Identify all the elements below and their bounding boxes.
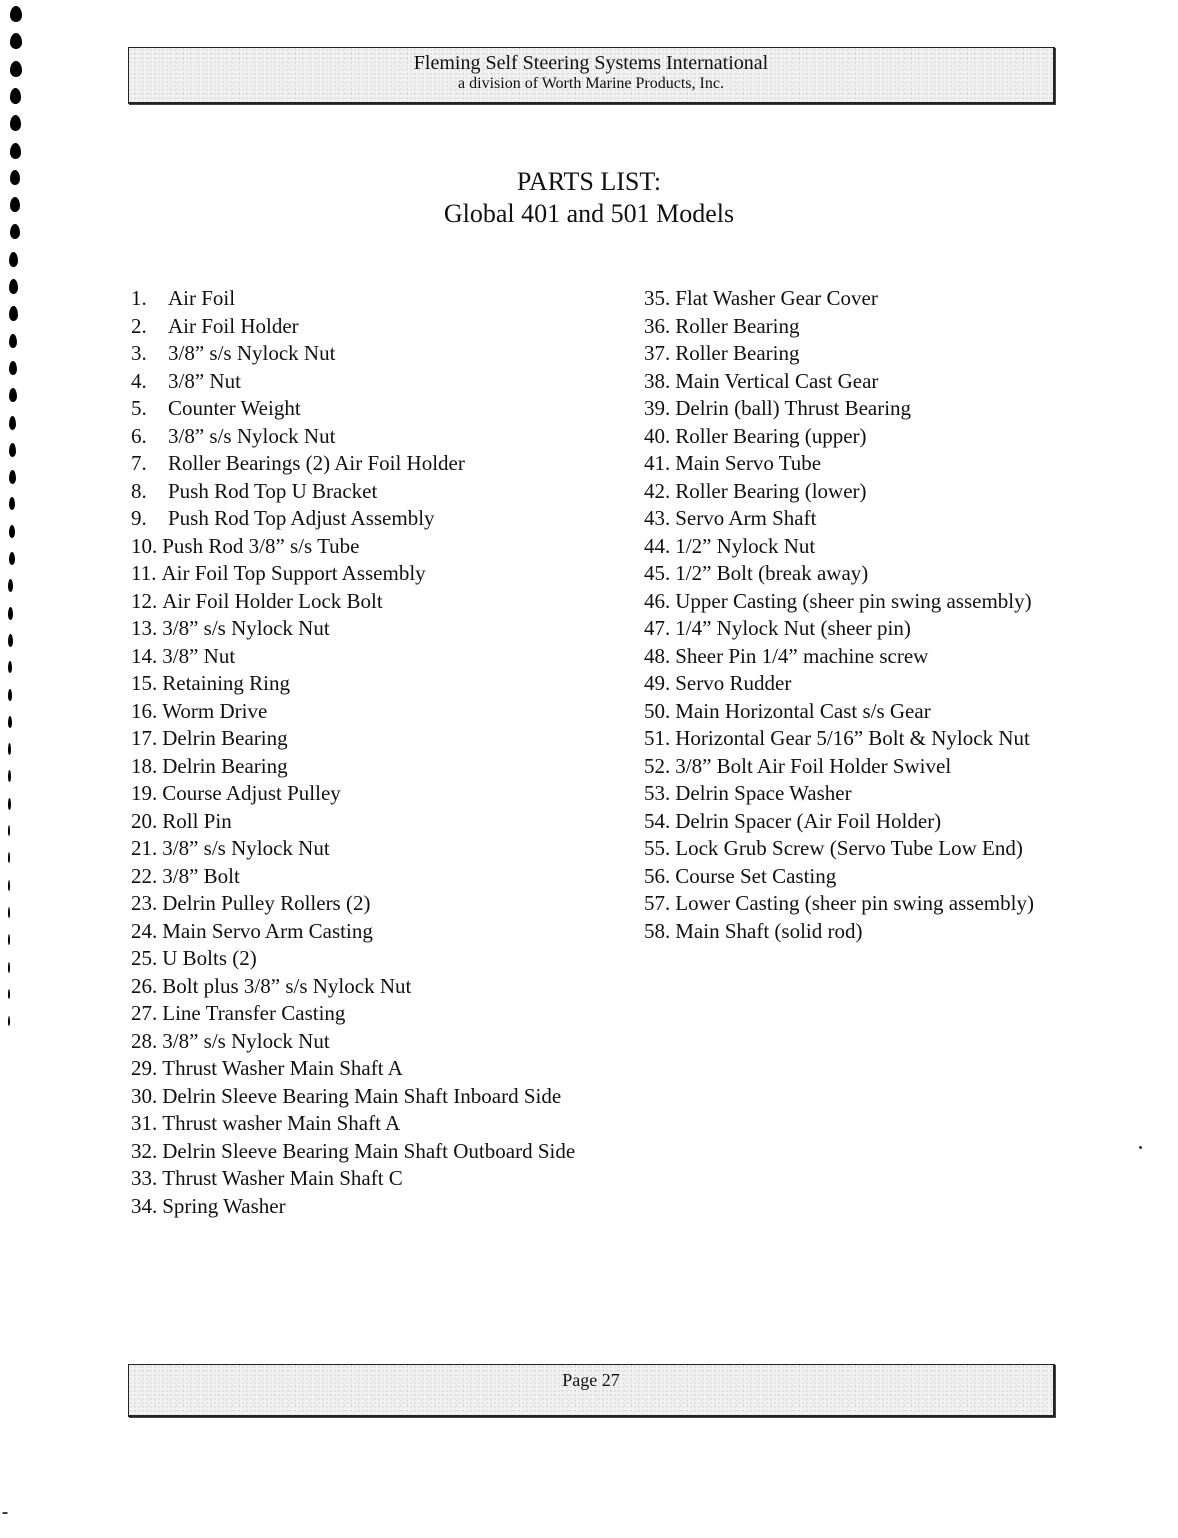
binding-hole-mark bbox=[8, 661, 12, 673]
part-name: 3/8” s/s Nylock Nut bbox=[162, 836, 330, 860]
part-name: Course Adjust Pulley bbox=[162, 781, 341, 805]
parts-list-item bbox=[131, 835, 575, 863]
binding-hole-mark bbox=[8, 852, 10, 863]
part-name: 3/8” s/s Nylock Nut bbox=[162, 616, 330, 640]
part-number: 53. bbox=[644, 781, 671, 805]
parts-list-item bbox=[131, 478, 575, 506]
part-number: 42. bbox=[644, 478, 671, 503]
part-number: 22. bbox=[131, 863, 158, 888]
part-number: 28. bbox=[131, 1028, 158, 1053]
parts-list-item bbox=[131, 1138, 575, 1166]
part-name: Air Foil bbox=[168, 286, 236, 310]
parts-list-item bbox=[131, 588, 575, 616]
part-number: 49. bbox=[644, 671, 671, 695]
part-name: Bolt plus 3/8” s/s Nylock Nut bbox=[162, 973, 412, 998]
part-name: Thrust Washer Main Shaft A bbox=[162, 1056, 403, 1080]
binding-hole-mark bbox=[9, 361, 17, 375]
parts-list-item bbox=[131, 863, 575, 891]
parts-list-item bbox=[131, 1083, 575, 1111]
scan-speck bbox=[2, 1512, 8, 1514]
parts-list-item bbox=[131, 285, 575, 313]
binding-hole-mark bbox=[9, 388, 17, 402]
part-name: Roller Bearing (upper) bbox=[675, 423, 867, 448]
part-number: 11. bbox=[131, 561, 157, 585]
parts-list-item bbox=[131, 423, 575, 451]
part-number: 51. bbox=[644, 726, 671, 750]
parts-list-item bbox=[131, 725, 575, 753]
parts-list-item bbox=[131, 615, 575, 643]
part-number: 36. bbox=[644, 313, 671, 338]
part-number: 20. bbox=[131, 808, 158, 833]
part-number: 18. bbox=[131, 753, 158, 778]
parts-list-item bbox=[131, 670, 575, 698]
part-name: Delrin Pulley Rollers (2) bbox=[162, 891, 371, 915]
parts-list-item bbox=[644, 918, 1034, 946]
part-number: 23. bbox=[131, 891, 158, 915]
part-number: 43. bbox=[644, 506, 671, 530]
part-number: 48. bbox=[644, 643, 671, 668]
parts-list-item bbox=[644, 643, 1034, 671]
page-number: Page 27 bbox=[562, 1370, 620, 1390]
part-name: 3/8” Nut bbox=[168, 368, 241, 393]
binding-hole-mark bbox=[8, 907, 10, 918]
binding-hole-mark bbox=[10, 33, 22, 49]
part-number: 45. bbox=[644, 561, 671, 585]
part-name: Delrin Bearing bbox=[162, 753, 288, 778]
part-number: 35. bbox=[644, 286, 671, 310]
part-number: 6. bbox=[131, 423, 147, 448]
parts-list-item bbox=[644, 560, 1034, 588]
part-name: Push Rod Top Adjust Assembly bbox=[168, 506, 435, 530]
part-number: 37. bbox=[644, 341, 671, 365]
part-number: 1. bbox=[131, 286, 147, 310]
parts-list-item bbox=[131, 1028, 575, 1056]
part-name: Roller Bearing bbox=[675, 313, 800, 338]
parts-list-item bbox=[644, 285, 1034, 313]
binding-hole-mark bbox=[8, 825, 10, 836]
part-name: Roller Bearing (lower) bbox=[675, 478, 867, 503]
part-number: 39. bbox=[644, 396, 671, 420]
binding-hole-mark bbox=[9, 552, 15, 565]
binding-hole-mark bbox=[9, 334, 17, 348]
part-name: Delrin Sleeve Bearing Main Shaft Inboard Side bbox=[162, 1083, 562, 1108]
binding-hole-mark bbox=[8, 989, 10, 999]
part-name: Delrin Sleeve Bearing Main Shaft Outboard Side bbox=[162, 1138, 576, 1163]
parts-list-item bbox=[644, 395, 1034, 423]
binding-hole-mark bbox=[8, 798, 11, 810]
part-number: 19. bbox=[131, 781, 158, 805]
part-number: 8. bbox=[131, 478, 147, 503]
parts-list-item bbox=[131, 395, 575, 423]
part-name: Flat Washer Gear Cover bbox=[675, 286, 878, 310]
parts-list-item bbox=[644, 533, 1034, 561]
part-name: Sheer Pin 1/4” machine screw bbox=[675, 643, 929, 668]
part-number: 52. bbox=[644, 753, 671, 778]
parts-list-right-column bbox=[644, 285, 1034, 945]
parts-list-item bbox=[644, 863, 1034, 891]
scan-speck bbox=[1139, 1146, 1142, 1149]
binding-hole-mark bbox=[8, 634, 13, 647]
part-number: 17. bbox=[131, 726, 158, 750]
part-name: 3/8” Bolt bbox=[162, 863, 240, 888]
parts-list-item bbox=[131, 780, 575, 808]
part-name: Line Transfer Casting bbox=[162, 1001, 346, 1025]
binding-hole-marks bbox=[4, 0, 24, 1538]
binding-hole-mark bbox=[9, 443, 16, 457]
part-number: 44. bbox=[644, 533, 671, 558]
part-name: Worm Drive bbox=[162, 698, 268, 723]
part-name: Course Set Casting bbox=[675, 863, 837, 888]
part-number: 2. bbox=[131, 313, 147, 338]
parts-list-item bbox=[644, 368, 1034, 396]
parts-list-item bbox=[131, 1055, 575, 1083]
part-number: 10. bbox=[131, 533, 158, 558]
header-banner bbox=[128, 47, 1055, 104]
part-name: Roll Pin bbox=[162, 808, 232, 833]
part-number: 5. bbox=[131, 396, 147, 420]
parts-list-item bbox=[131, 643, 575, 671]
part-number: 58. bbox=[644, 918, 671, 943]
part-name: 3/8” Nut bbox=[162, 643, 236, 668]
parts-list-item bbox=[131, 560, 575, 588]
binding-hole-mark bbox=[8, 934, 10, 945]
part-number: 50. bbox=[644, 698, 671, 723]
binding-hole-mark bbox=[8, 716, 12, 728]
part-number: 27. bbox=[131, 1001, 158, 1025]
part-name: Main Servo Tube bbox=[675, 451, 822, 475]
binding-hole-mark bbox=[8, 607, 13, 620]
binding-hole-mark bbox=[9, 279, 18, 294]
parts-list-item bbox=[131, 313, 575, 341]
parts-list-item bbox=[131, 1000, 575, 1028]
part-name: Push Rod 3/8” s/s Tube bbox=[162, 533, 360, 558]
parts-list-item bbox=[644, 698, 1034, 726]
part-name: Delrin (ball) Thrust Bearing bbox=[675, 396, 912, 420]
part-name: Upper Casting (sheer pin swing assembly) bbox=[675, 588, 1032, 613]
part-number: 32. bbox=[131, 1138, 158, 1163]
parts-list-item bbox=[131, 890, 575, 918]
part-number: 14. bbox=[131, 643, 158, 668]
binding-hole-mark bbox=[10, 88, 21, 104]
part-name: Lock Grub Screw (Servo Tube Low End) bbox=[675, 836, 1023, 860]
part-name: Delrin Spacer (Air Foil Holder) bbox=[675, 808, 942, 833]
parts-list-item bbox=[644, 478, 1034, 506]
parts-list-item bbox=[644, 313, 1034, 341]
part-number: 24. bbox=[131, 918, 158, 943]
binding-hole-mark bbox=[8, 1016, 10, 1026]
part-number: 26. bbox=[131, 973, 158, 998]
binding-hole-mark bbox=[9, 416, 16, 430]
part-name: 3/8” s/s Nylock Nut bbox=[168, 423, 336, 448]
part-number: 9. bbox=[131, 506, 147, 530]
part-name: 3/8” Bolt Air Foil Holder Swivel bbox=[675, 753, 952, 778]
part-number: 25. bbox=[131, 946, 158, 970]
part-name: Thrust Washer Main Shaft C bbox=[162, 1166, 403, 1190]
page-title bbox=[0, 166, 1178, 230]
part-number: 41. bbox=[644, 451, 671, 475]
parts-list-item bbox=[644, 588, 1034, 616]
page-title-line-1: PARTS LIST: bbox=[516, 167, 662, 196]
parts-list-item bbox=[644, 340, 1034, 368]
part-number: 56. bbox=[644, 863, 671, 888]
part-name: Main Horizontal Cast s/s Gear bbox=[675, 698, 931, 723]
binding-hole-mark bbox=[8, 743, 11, 755]
part-name: Main Shaft (solid rod) bbox=[675, 918, 863, 943]
parts-list-item bbox=[131, 450, 575, 478]
binding-hole-mark bbox=[10, 6, 22, 22]
parts-list-item bbox=[131, 945, 575, 973]
parts-list-item bbox=[131, 698, 575, 726]
binding-hole-mark bbox=[8, 689, 12, 701]
binding-hole-mark bbox=[9, 306, 18, 321]
part-name: Air Foil Top Support Assembly bbox=[161, 561, 426, 585]
parts-list-item bbox=[131, 918, 575, 946]
part-number: 16. bbox=[131, 698, 158, 723]
binding-hole-mark bbox=[9, 252, 18, 267]
part-name: Thrust washer Main Shaft A bbox=[162, 1111, 401, 1135]
parts-list-item bbox=[644, 725, 1034, 753]
binding-hole-mark bbox=[9, 470, 16, 484]
part-name: Main Vertical Cast Gear bbox=[675, 368, 879, 393]
parts-list-item bbox=[644, 505, 1034, 533]
part-name: Main Servo Arm Casting bbox=[162, 918, 373, 943]
part-number: 30. bbox=[131, 1083, 158, 1108]
part-number: 4. bbox=[131, 368, 147, 393]
part-name: Counter Weight bbox=[168, 396, 301, 420]
parts-list-item bbox=[131, 1110, 575, 1138]
part-name: U Bolts (2) bbox=[162, 946, 257, 970]
parts-list-item bbox=[644, 780, 1034, 808]
part-name: Spring Washer bbox=[162, 1193, 286, 1218]
part-number: 21. bbox=[131, 836, 158, 860]
parts-list-item bbox=[644, 835, 1034, 863]
part-name: Delrin Space Washer bbox=[675, 781, 852, 805]
footer-banner bbox=[128, 1364, 1055, 1417]
part-name: Roller Bearings (2) Air Foil Holder bbox=[168, 451, 465, 475]
parts-list-left-column bbox=[131, 285, 575, 1220]
parts-list-item bbox=[131, 368, 575, 396]
parts-list-item bbox=[644, 890, 1034, 918]
binding-hole-mark bbox=[10, 115, 21, 131]
parts-list-item bbox=[131, 808, 575, 836]
part-name: Air Foil Holder bbox=[168, 313, 299, 338]
part-number: 31. bbox=[131, 1111, 158, 1135]
part-name: Roller Bearing bbox=[675, 341, 800, 365]
part-number: 57. bbox=[644, 891, 671, 915]
part-name: 1/2” Nylock Nut bbox=[675, 533, 816, 558]
part-name: 1/4” Nylock Nut (sheer pin) bbox=[675, 616, 911, 640]
part-number: 55. bbox=[644, 836, 671, 860]
binding-hole-mark bbox=[10, 143, 21, 159]
binding-hole-mark bbox=[10, 61, 22, 77]
part-number: 13. bbox=[131, 616, 158, 640]
parts-list-item bbox=[131, 533, 575, 561]
part-name: Servo Rudder bbox=[675, 671, 792, 695]
part-number: 40. bbox=[644, 423, 671, 448]
part-name: Delrin Bearing bbox=[162, 726, 288, 750]
binding-hole-mark bbox=[8, 579, 13, 592]
part-name: Air Foil Holder Lock Bolt bbox=[162, 588, 383, 613]
part-name: Horizontal Gear 5/16” Bolt & Nylock Nut bbox=[675, 726, 1030, 750]
binding-hole-mark bbox=[8, 770, 11, 782]
part-number: 12. bbox=[131, 588, 158, 613]
parts-list-item bbox=[131, 1165, 575, 1193]
parts-list-item bbox=[644, 450, 1034, 478]
parts-list-item bbox=[131, 1193, 575, 1221]
part-name: Push Rod Top U Bracket bbox=[168, 478, 378, 503]
binding-hole-mark bbox=[9, 525, 15, 538]
parts-list-item bbox=[644, 670, 1034, 698]
binding-hole-mark bbox=[8, 962, 10, 973]
parts-list-item bbox=[131, 973, 575, 1001]
company-division: a division of Worth Marine Products, Inc. bbox=[458, 75, 724, 92]
part-name: Retaining Ring bbox=[162, 671, 290, 695]
parts-list-item bbox=[644, 423, 1034, 451]
parts-list-item bbox=[131, 340, 575, 368]
part-number: 29. bbox=[131, 1056, 158, 1080]
part-number: 33. bbox=[131, 1166, 158, 1190]
part-name: 1/2” Bolt (break away) bbox=[675, 561, 869, 585]
binding-hole-mark bbox=[8, 880, 10, 891]
part-name: 3/8” s/s Nylock Nut bbox=[162, 1028, 330, 1053]
page-title-line-2: Global 401 and 501 Models bbox=[443, 199, 735, 228]
company-name: Fleming Self Steering Systems International bbox=[413, 52, 769, 74]
parts-list-item bbox=[131, 505, 575, 533]
part-number: 34. bbox=[131, 1193, 158, 1218]
part-number: 47. bbox=[644, 616, 671, 640]
parts-list-item bbox=[131, 753, 575, 781]
part-number: 46. bbox=[644, 588, 671, 613]
parts-list-item bbox=[644, 753, 1034, 781]
parts-list-item bbox=[644, 808, 1034, 836]
part-name: Lower Casting (sheer pin swing assembly) bbox=[675, 891, 1034, 915]
part-name: Servo Arm Shaft bbox=[675, 506, 817, 530]
part-name: 3/8” s/s Nylock Nut bbox=[168, 341, 336, 365]
part-number: 38. bbox=[644, 368, 671, 393]
part-number: 54. bbox=[644, 808, 671, 833]
part-number: 7. bbox=[131, 451, 147, 475]
part-number: 15. bbox=[131, 671, 158, 695]
part-number: 3. bbox=[131, 341, 147, 365]
parts-list-item bbox=[644, 615, 1034, 643]
binding-hole-mark bbox=[9, 497, 15, 510]
